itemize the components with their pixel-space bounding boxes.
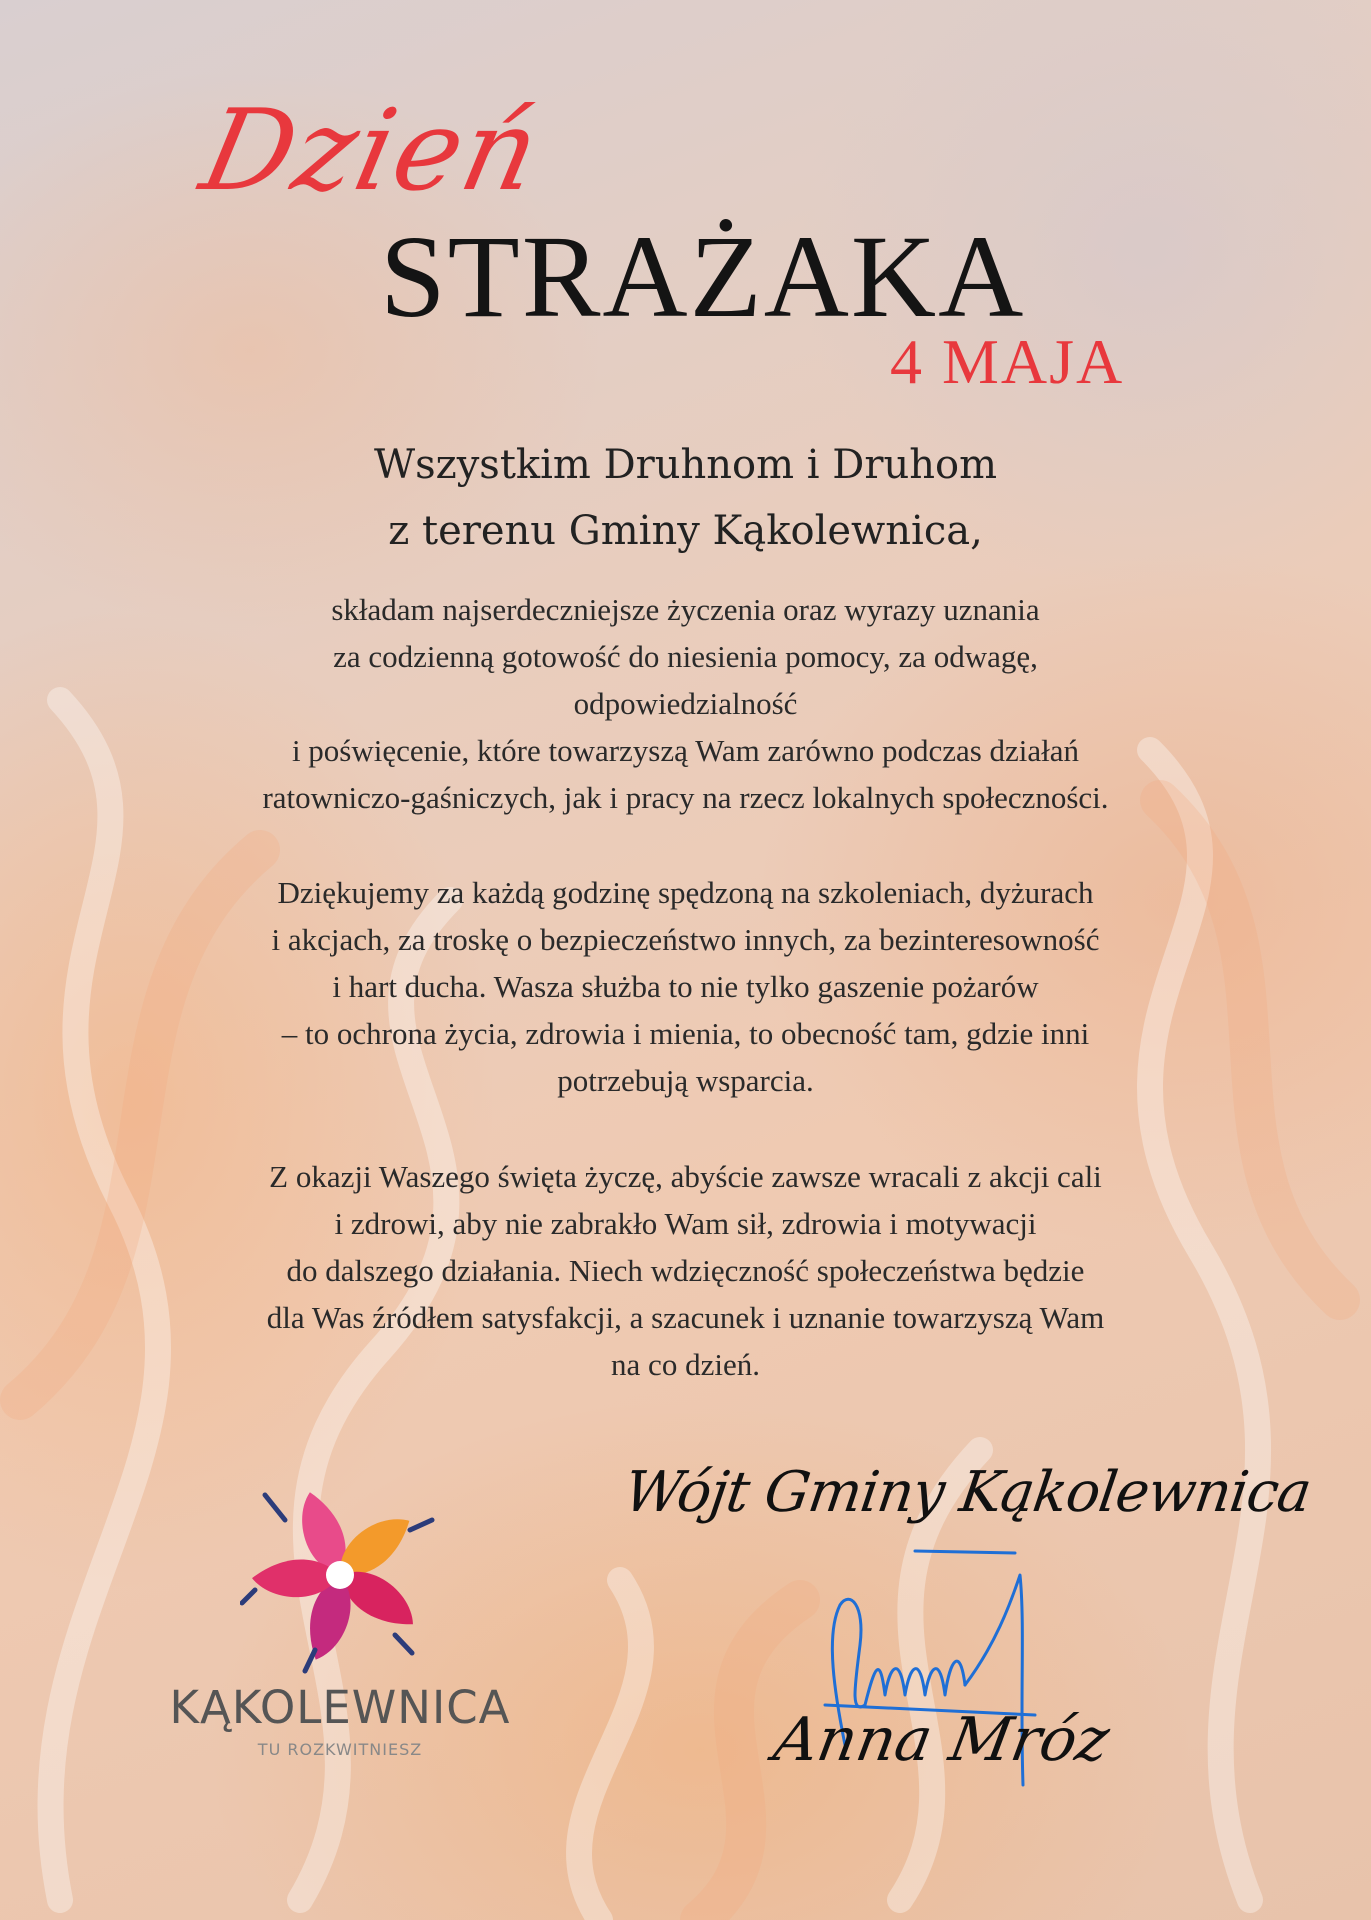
paragraph-line: za codzienną gotowość do niesienia pomocy, za odwagę, xyxy=(333,639,1038,674)
paragraph-line: – to ochrona życia, zdrowia i mienia, to obecność tam, gdzie inni xyxy=(281,1016,1090,1051)
greeting-line: z terenu Gminy Kąkolewnica, xyxy=(388,508,983,554)
paragraph-line: i zdrowi, aby nie zabrakło Wam sił, zdrowia i motywacji xyxy=(334,1206,1037,1241)
signer-name: Anna Mróz xyxy=(768,1705,1115,1775)
paragraph-line: ratowniczo-gaśniczych, jak i pracy na rzecz lokalnych społeczności. xyxy=(262,780,1109,815)
paragraph-line: dla Was źródłem satysfakcji, a szacunek i uznanie towarzyszą Wam xyxy=(266,1300,1105,1335)
paragraph-wishes xyxy=(0,586,1371,821)
paragraph-closing xyxy=(0,1153,1371,1388)
paragraph-line: potrzebują wsparcia. xyxy=(557,1063,814,1098)
paragraph-line: odpowiedzialność xyxy=(573,686,798,721)
greeting-line: Wszystkim Druhnom i Druhom xyxy=(373,442,998,488)
paragraph-line: do dalszego działania. Niech wdzięczność społeczeństwa będzie xyxy=(286,1253,1085,1288)
paragraph-line: na co dzień. xyxy=(611,1347,760,1382)
paragraph-thanks xyxy=(0,869,1371,1104)
paragraph-line: i poświęcenie, które towarzyszą Wam zarówno podczas działań xyxy=(291,733,1080,768)
paragraph-line: Dziękujemy za każdą godzinę spędzoną na szkoleniach, dyżurach xyxy=(277,875,1094,910)
signature-title: Wójt Gminy Kąkolewnica xyxy=(620,1460,1315,1525)
script-title: Dzień xyxy=(191,86,552,216)
logo-name: KĄKOLEWNICA xyxy=(169,1681,511,1734)
greeting xyxy=(0,432,1371,564)
municipality-logo xyxy=(160,1475,520,1759)
paragraph-line: Z okazji Waszego święta życzę, abyście zawsze wracali z akcji cali xyxy=(269,1159,1102,1194)
paragraph-line: i hart ducha. Wasza służba to nie tylko gaszenie pożarów xyxy=(332,969,1039,1004)
date-label: 4 MAJA xyxy=(890,326,1125,397)
logo-tagline: TU ROZKWITNIESZ xyxy=(257,1740,423,1759)
main-title: STRAŻAKA xyxy=(380,211,1026,342)
flower-logo-icon xyxy=(240,1475,440,1675)
paragraph-line: składam najserdeczniejsze życzenia oraz wyrazy uznania xyxy=(331,592,1040,627)
paragraph-line: i akcjach, za troskę o bezpieczeństwo innych, za bezinteresowność xyxy=(271,922,1100,957)
